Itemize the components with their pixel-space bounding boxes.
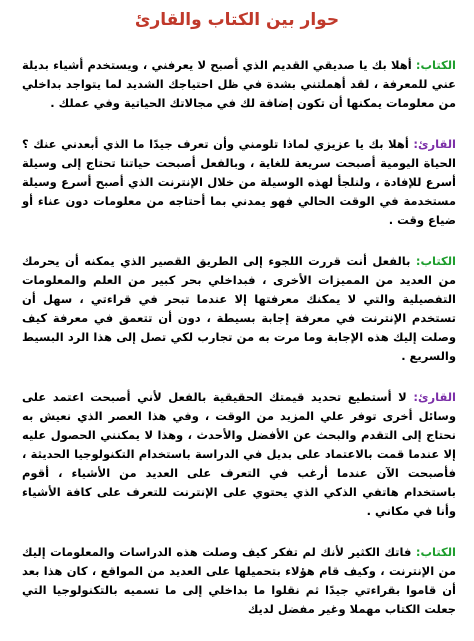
speaker-label-book: الكتاب:	[415, 58, 456, 72]
turn-text: بالفعل أنت قررت اللجوء إلى الطريق القصير الذي يمكنه أن يحرمك من العديد من المميزات الأخرى ، فبداخلي بحر كبير من العلم والمعلومات التفصيلية والتي لا يمكنك معرفتها إلا عندما تبحر في قراءتي ، سهل أن تستخدم الإنترنت في معرفة إجابة بسيطة ، دون أن تتعمق في معرفة كيف وصلت إليك هذه الإجابة وما مرت به من تجارب لكي تصل إلى هذا الرد البسيط والسريع .	[22, 254, 456, 363]
turn-text: أهلا بك يا صديقي القديم الذي أصبح لا يعرفني ، ويستخدم أشياء بديلة عني للمعرفة ، لقد أهملتني بشدة في ظل احتياجك الشديد لما يتواجد بداخلي من معلومات يمكنها أن تكون إضافة لك في مجالاتك الحياتية وفي عملك .	[22, 58, 456, 110]
speaker-label-reader: القارئ:	[413, 390, 456, 404]
dialogue-turn-book-3	[22, 543, 456, 619]
page-title: حوار بين الكتاب والقارئ	[134, 10, 340, 30]
speaker-label-book: الكتاب:	[415, 254, 456, 268]
dialogue-body	[22, 56, 456, 641]
turn-text: أهلا بك يا عزيزي لماذا تلومني وأن تعرف جيدًا ما الذي أبعدني عنك ؟ الحياة اليومية أصبحت سريعة للغاية ، وبالفعل أصبحت حياتنا تحتاج إلى وسيلة أسرع للإفادة ، ولنلجأ لهذه الوسيلة من خلال الإنترنت الذي أصبح أسرع وسيلة مستخدمة في الوقت الحالي فهو يمدني بما أحتاجه من معلومات دون عناء أو ضياع وقت .	[22, 137, 456, 227]
speaker-label-book: الكتاب:	[415, 545, 456, 559]
turn-text: لا أستطيع تحديد قيمتك الحقيقية بالفعل لأني أصبحت اعتمد على وسائل أخرى توفر علي المزيد من الوقت ، وفي هذا العصر الذي نعيش به نحتاج إلى التقدم والبحث عن الأفضل والأحدث ، وهذا لا يمكنني الحصول عليه إلا عندما قمت بالاعتماد على بديل في الدراسة باستخدام التكنولوجيا الحديثة ، فأصبحت الآن عندما أرغب في التعرف على العديد من الأشياء ، أقوم باستخدام هاتفي الذكي الذي يحتوي على الإنترنت للتعرف على كافة الأشياء وأنا في مكاني .	[22, 390, 456, 518]
dialogue-turn-book-2	[22, 252, 456, 366]
turn-text: فاتك الكثير لأنك لم تفكر كيف وصلت هذه الدراسات والمعلومات إليك من الإنترنت ، وكيف قام هؤلاء بتحميلها على العديد من المواقع ، كان هذا بعد أن قاموا بقراءتي جيدًا ثم نقلوا ما بداخلي إلى ما تسميه بالتكنولوجيا التي جعلت الكتاب مهملا وغير مفضل لديك	[22, 545, 456, 616]
dialogue-turn-book-1	[22, 56, 456, 113]
dialogue-turn-reader-1	[22, 135, 456, 230]
dialogue-turn-reader-2	[22, 388, 456, 521]
speaker-label-reader: القارئ:	[413, 137, 456, 151]
